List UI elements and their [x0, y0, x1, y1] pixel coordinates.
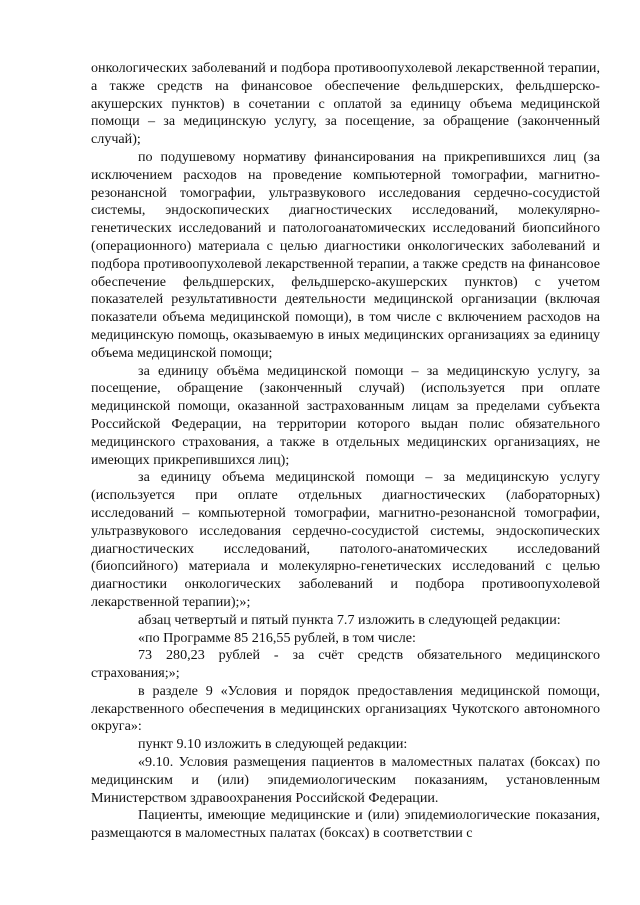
paragraph-9-10-text: «9.10. Условия размещения пациентов в маломестных палатах (боксах) по медицинским и (или) эпидемиологическим показаниям, установленным Министерством здравоохранения Российской Федерации.	[91, 754, 600, 806]
paragraph-program-total: «по Программе 85 216,55 рублей, в том числе:	[138, 629, 416, 646]
paragraph-oms-amount: 73 280,23 рублей - за счёт средств обязательного медицинского страхования;»;	[91, 647, 600, 682]
paragraph-unit-of-care-volume: за единицу объёма медицинской помощи – за медицинскую услугу, за посещение, обращение (законченный случай) (используется при оплате медицинской помощи, оказанной застрахованным лицам за пределами субъекта Российской Федерации, на территории которого выдан полис обязательного медицинского страхования, а также в отдельных медицинских организациях, не имеющих прикрепившихся лиц);	[91, 362, 600, 468]
paragraph-continuation: онкологических заболеваний и подбора противоопухолевой лекарственной терапии, а также средств на финансовое обеспечение фельдшерских, фельдшерско-акушерских пунктов) в сочетании с оплатой за единицу объема медицинской помощи – за медицинскую услугу, за посещение, за обращение (законченный случай);	[91, 60, 600, 148]
paragraph-unit-medical-service: за единицу объема медицинской помощи – за медицинскую услугу (используется при оплате отдельных диагностических (лабораторных) исследований – компьютерной томографии, магнитно-резонансной томографии, ультразвукового исследования сердечно-сосудистой системы, эндоскопических диагностических исследований, патолого-анатомических исследований (биопсийного) материала и молекулярно-генетических исследований с целью диагностики онкологических заболеваний и подбора противоопухолевой лекарственной терапии);»;	[91, 469, 600, 610]
paragraph-per-capita-standard: по подушевому нормативу финансирования на прикрепившихся лиц (за исключением расходов на проведение компьютерной томографии, магнитно-резонансной томографии, ультразвукового исследования сердечно-сосудистой системы, эндоскопических диагностических исследований, молекулярно-генетических исследований и патологоанатомических исследований биопсийного (операционного) материала с целью диагностики онкологических заболеваний и подбора противоопухолевой лекарственной терапии, а также средств на финансовое обеспечение фельдшерских, фельдшерско-акушерских пунктов) с учетом показателей результативности деятельности медицинской организации (включая показатели объема медицинской помощи), в том числе с включением расходов на медицинскую помощь, оказываемую в иных медицинских организациях за единицу объема медицинской помощи;	[91, 148, 600, 361]
paragraph-section-9: в разделе 9 «Условия и порядок предоставления медицинской помощи, лекарственного обеспечения в медицинских организациях Чукотского автономного округа»:	[91, 682, 600, 735]
paragraph-amend-7-7: абзац четвертый и пятый пункта 7.7 изложить в следующей редакции:	[138, 611, 561, 628]
paragraph-patients: Пациенты, имеющие медицинские и (или) эпидемиологические показания, размещаются в маломестных палатах (боксах) в соответствии с	[91, 807, 600, 842]
paragraph-amend-9-10: пункт 9.10 изложить в следующей редакции:	[138, 736, 408, 753]
